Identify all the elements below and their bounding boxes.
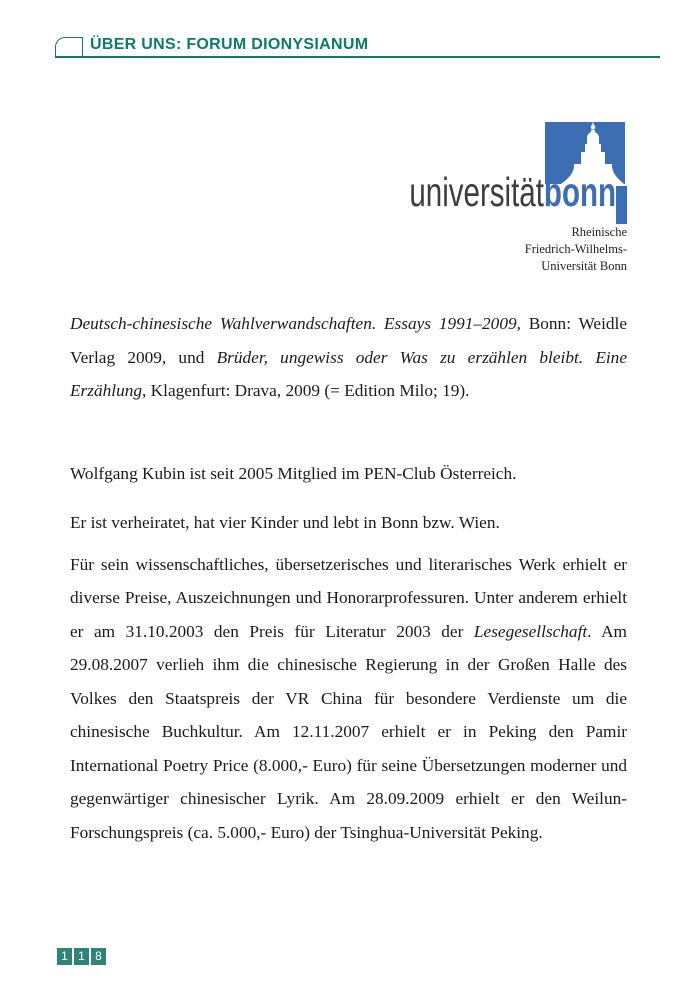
logo-descender-bar [616,186,627,224]
page-number [57,948,106,965]
paragraph-awards: Für sein wissenschaftliches, übersetzerisches und literarisches Werk erhielt er diverse Preise, Auszeichnungen und Honorarprofessuren. Unter anderem erhielt er am 31.10.2003 den Preis für Literatur 2003 der Lesegesellschaft. Am 29.08.2007 verlieh ihm die chinesische Regierung in der Großen Halle des Volkes den Staatspreis der VR China für besondere Verdienste um die chinesische Buchkultur. Am 12.11.2007 erhielt er in Peking den Pamir International Poetry Price (8.000,- Euro) für seine Übersetzungen moderner und gegenwärtiger chinesischer Lyrik. Am 28.09.2009 erhielt er den Weilun-Forschungspreis (ca. 5.000,- Euro) der Tsinghua-Universität Peking. [70,554,627,842]
logo-wordmark-bonn: bonn [543,169,616,215]
paragraph-pen-club: Wolfgang Kubin ist seit 2005 Mitglied im PEN-Club Österreich. [70,463,517,483]
affiliation-line-2: Friedrich-Wilhelms- [524,242,627,256]
page-number-digit: 1 [57,948,72,965]
header-tab-shape [55,37,83,57]
university-logo [398,122,627,282]
page-number-digit: 8 [91,948,106,965]
page-title: ÜBER UNS: FORUM DIONYSIANUM [90,36,369,53]
logo-wordmark [409,169,616,216]
paragraph-publications: Deutsch-chinesische Wahlverwandschaften. Essays 1991–2009, Bonn: Weidle Verlag 2009, und Brüder, ungewiss oder Was zu erzählen bleibt. Eine Erzählung, Klagenfurt: Drava, 2009 (= Edition Milo; 19). [70,314,627,400]
page-number-digit: 1 [74,948,89,965]
header-divider-line [55,56,660,58]
paragraph-family: Er ist verheiratet, hat vier Kinder und lebt in Bonn bzw. Wien. [70,513,500,532]
affiliation-line-3: Universität Bonn [541,259,627,273]
logo-wordmark-universitat: universität [409,169,544,215]
university-affiliation [525,224,627,275]
affiliation-line-1: Rheinische [571,225,627,239]
body-text [70,307,627,849]
